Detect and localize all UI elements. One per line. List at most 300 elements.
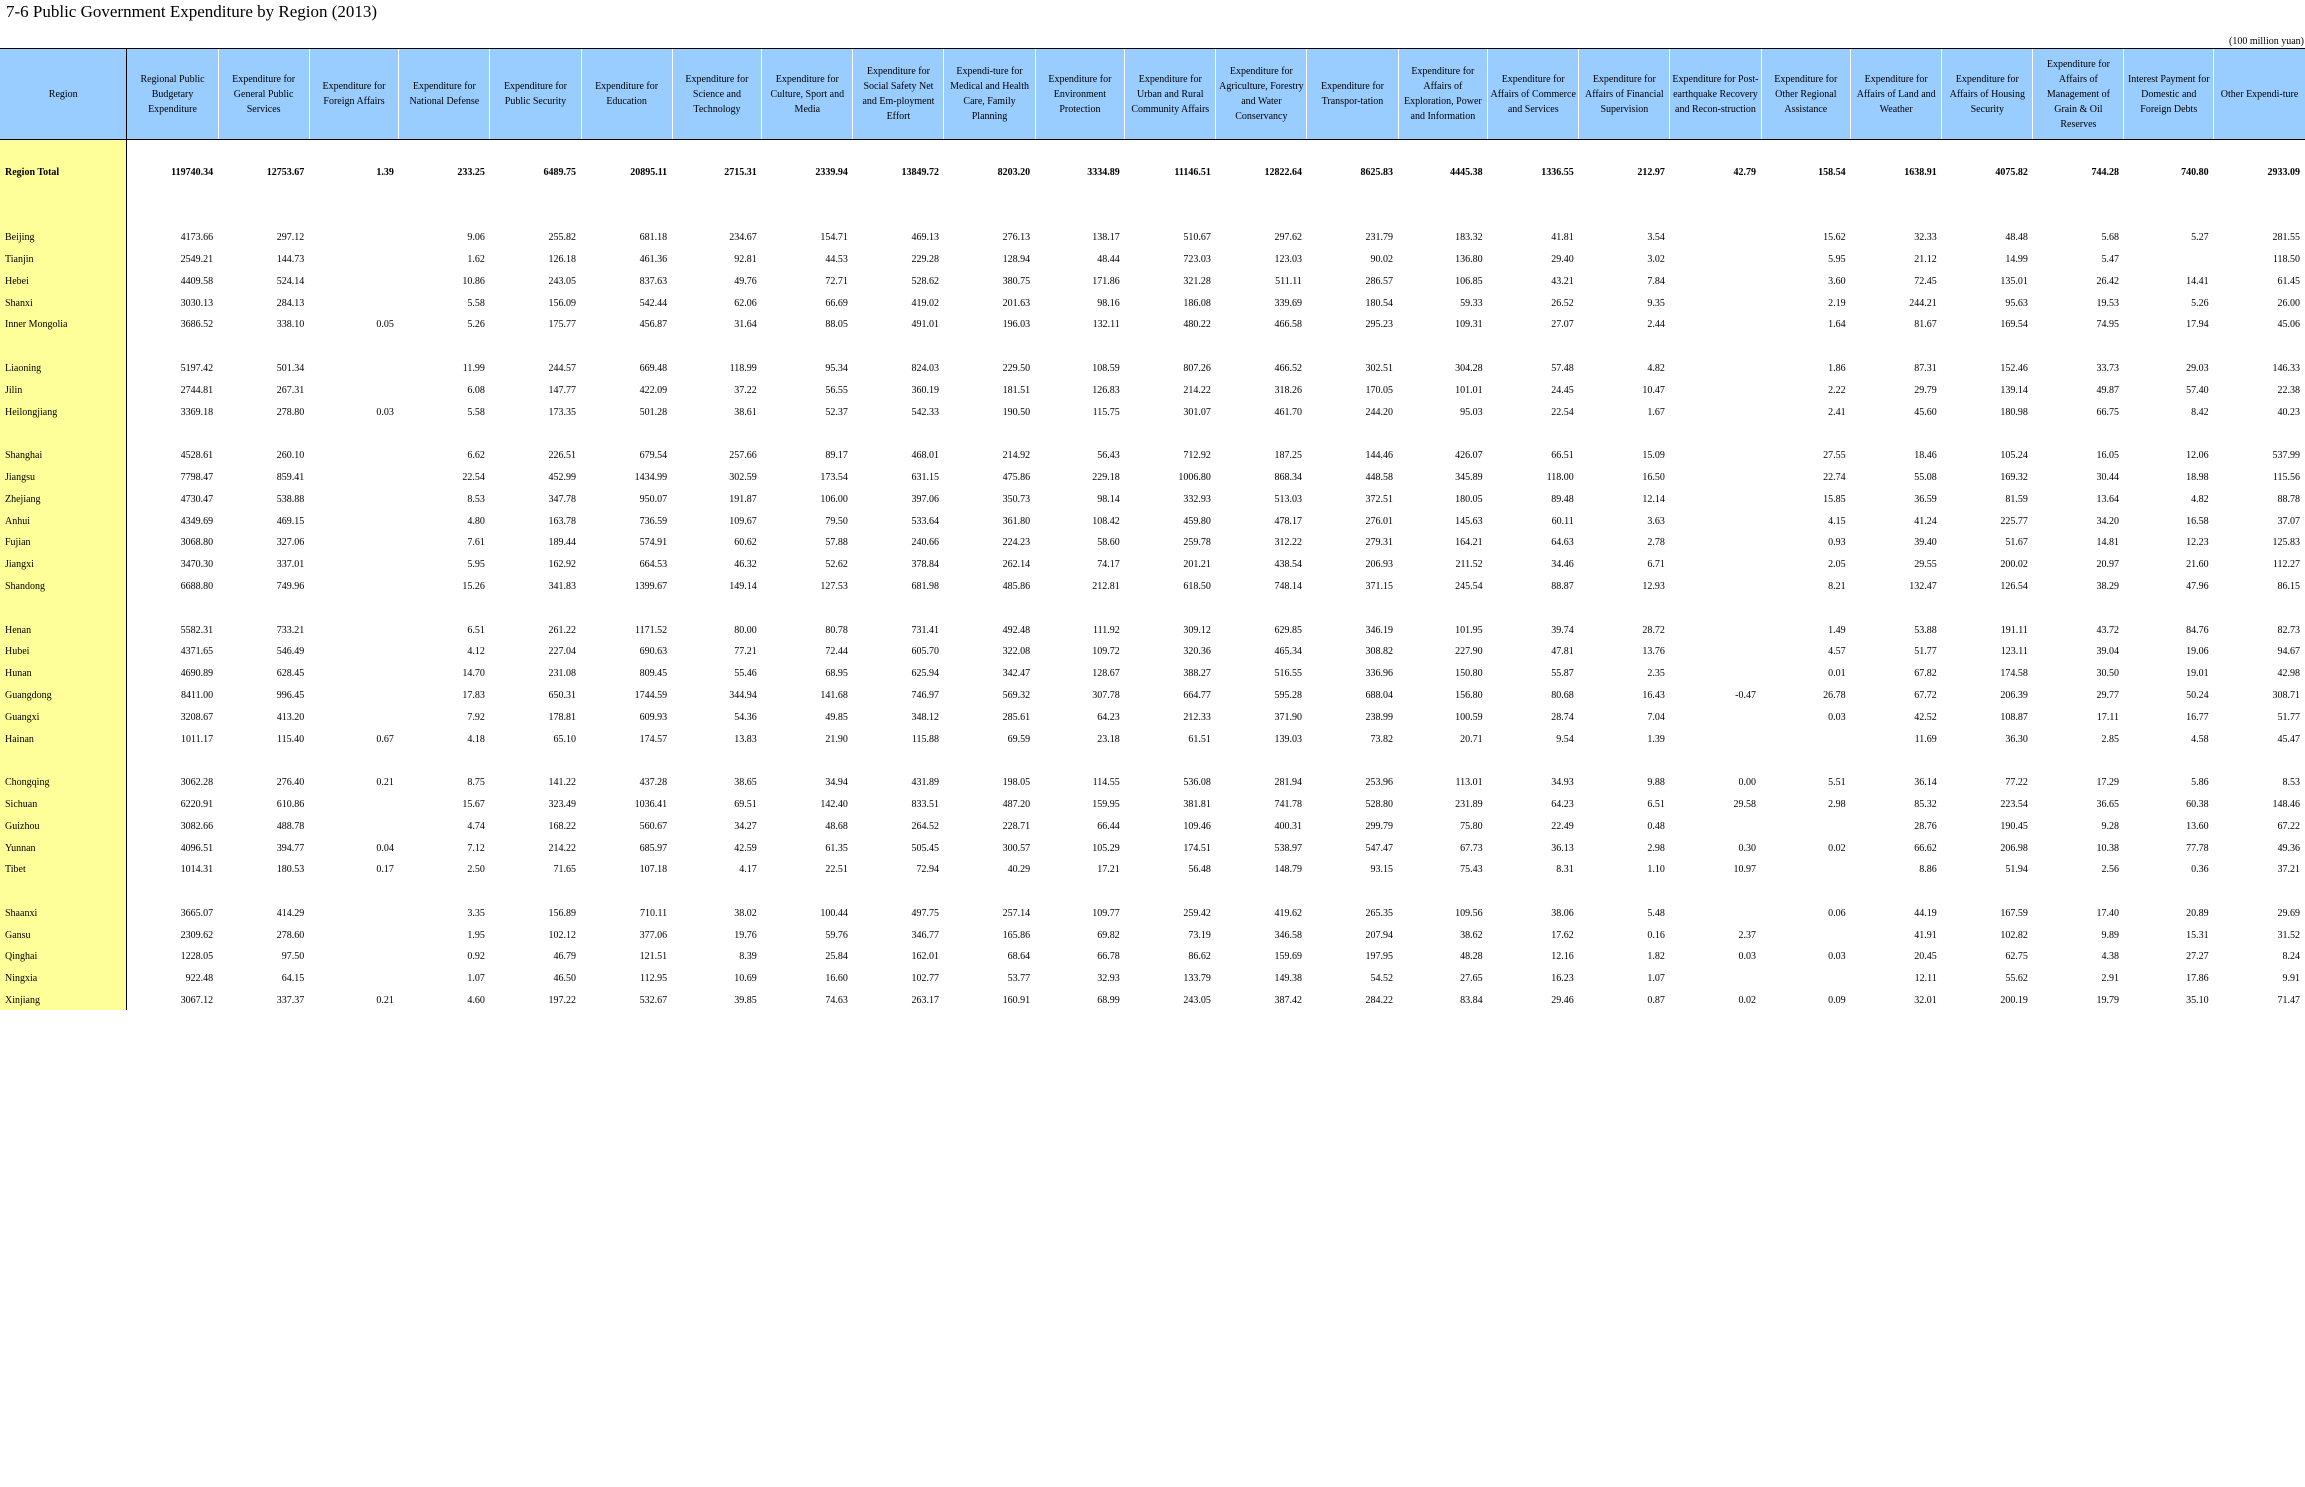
value-cell: 0.03 [1828,711,1846,723]
page-title: 7-6 Public Government Expenditure by Region (2013) [6,2,378,21]
value-cell: 109.56 [1455,907,1483,919]
value-cell: 13.83 [734,733,757,745]
value-cell: 480.22 [1183,319,1211,331]
column-header: Expenditure for Other Regional Assistance [1761,49,1851,140]
region-name-cell: Hubei [0,641,127,663]
value-cell: 372.51 [1365,493,1394,505]
value-cell: 55.62 [2005,973,2028,985]
value-cell: 0.93 [1828,537,1846,549]
value-cell: 197.22 [548,995,577,1007]
value-cell: 609.93 [639,711,668,723]
spacer-cell [1216,750,1307,772]
value-cell: 1.07 [467,973,485,985]
value-cell: 304.28 [1455,362,1483,374]
value-cell: 0.17 [376,864,394,876]
value-cell: 4.80 [467,515,485,527]
table-row [0,445,2305,467]
value-cell: 746.97 [911,689,939,701]
value-cell: 5.27 [2191,232,2209,244]
value-cell: 88.05 [825,319,848,331]
spacer-cell [309,750,399,772]
column-header: Expenditure for Post-earthquake Recovery and Recon-struction [1670,49,1761,140]
value-cell: 175.77 [548,319,577,331]
spacer-cell [1579,750,1670,772]
value-cell: 261.22 [548,624,577,636]
value-cell: 710.11 [640,907,668,919]
value-cell: 38.02 [734,907,757,919]
value-cell: 84.76 [2186,624,2209,636]
value-cell: 207.94 [1365,929,1394,941]
spacer-cell [762,750,853,772]
value-cell: 49.87 [2096,384,2119,396]
value-cell: 19.01 [2186,668,2209,680]
value-cell: 3.02 [1647,253,1665,265]
value-cell: 426.07 [1455,450,1483,462]
value-cell: 469.13 [911,232,939,244]
value-cell: 183.32 [1455,232,1483,244]
spacer-cell [944,597,1035,619]
value-cell: 38.62 [1460,929,1483,941]
value-cell: 227.04 [548,646,577,658]
value-cell: 2.50 [467,864,485,876]
value-cell: 281.55 [2272,232,2300,244]
value-cell: 186.08 [1183,297,1211,309]
value-cell: 60.11 [1551,515,1574,527]
value-cell: 67.73 [1460,842,1483,854]
value-cell: 0.03 [1738,951,1756,963]
value-cell: 180.53 [276,864,305,876]
value-cell: 25.84 [825,951,848,963]
value-cell: 0.21 [376,995,394,1007]
value-cell [309,467,399,489]
region-name-cell: Gansu [0,924,127,946]
value-cell [1761,728,1851,750]
value-cell: 93.15 [1370,864,1394,876]
value-cell: 44.53 [825,253,848,265]
value-cell: 57.88 [825,537,848,549]
value-cell: 321.28 [1183,275,1211,287]
spacer-cell [1579,597,1670,619]
spacer-cell [672,597,762,619]
value-cell: 3334.89 [1087,167,1120,178]
value-cell: 127.53 [820,580,848,592]
region-name-cell: Guizhou [0,815,127,837]
value-cell: 118.99 [729,362,757,374]
value-cell: 3665.07 [180,907,214,919]
value-cell: 39.85 [734,995,757,1007]
value-cell: 14.81 [2096,537,2119,549]
value-cell: 9.54 [1556,733,1574,745]
value-cell [1670,467,1761,489]
value-cell: 650.31 [548,689,577,701]
value-cell: 102.77 [911,973,939,985]
value-cell: 485.86 [1002,580,1031,592]
spacer-cell [1942,336,2033,358]
value-cell: 492.48 [1002,624,1031,636]
value-cell: 286.57 [1365,275,1394,287]
spacer-cell [1035,750,1125,772]
value-cell: 234.67 [729,232,757,244]
spacer-cell [1942,597,2033,619]
spacer-cell [2124,423,2214,445]
table-row [0,358,2305,380]
value-cell [1670,488,1761,510]
value-cell: 9.88 [1647,777,1665,789]
value-cell: 338.10 [276,319,305,331]
value-cell: 5.58 [467,297,485,309]
spacer-cell [127,597,218,619]
value-cell: 49.85 [825,711,848,723]
value-cell: 32.01 [1914,995,1937,1007]
region-name-cell: Ningxia [0,968,127,990]
value-cell: 5.26 [2191,297,2209,309]
value-cell: 1744.59 [634,689,668,701]
value-cell: 337.01 [276,559,305,571]
spacer-cell [1398,336,1488,358]
spacer-cell [218,597,309,619]
value-cell: 17.21 [1097,864,1120,876]
value-cell: 15.85 [1823,493,1846,505]
value-cell: 17.11 [2096,711,2119,723]
value-cell: 60.62 [734,537,757,549]
spacer-cell [2124,881,2214,903]
value-cell: 98.14 [1097,493,1120,505]
value-cell: 733.21 [276,624,305,636]
value-cell: 126.18 [548,253,577,265]
region-name-cell: Hebei [0,270,127,292]
spacer-cell [1761,205,1851,227]
value-cell: 59.76 [825,929,848,941]
value-cell [309,794,399,816]
value-cell: 56.55 [825,384,848,396]
value-cell: 227.90 [1455,646,1483,658]
value-cell: 15.26 [462,580,485,592]
spacer-cell [309,881,399,903]
value-cell: 12822.64 [1264,167,1302,178]
value-cell: 681.18 [639,232,668,244]
value-cell: 12753.67 [266,167,305,178]
value-cell: 212.97 [1637,167,1665,178]
value-cell: 731.41 [911,624,939,636]
spacer-cell [1035,336,1125,358]
value-cell: 388.27 [1183,668,1211,680]
value-cell [309,576,399,598]
value-cell: 7798.47 [180,471,214,483]
value-cell: 8.53 [2282,777,2300,789]
value-cell: 448.58 [1365,471,1394,483]
value-cell: 90.02 [1370,253,1394,265]
value-cell: 21.60 [2186,559,2209,571]
spacer-row [0,881,2305,903]
value-cell: 419.02 [911,297,939,309]
value-cell: 66.75 [2096,406,2119,418]
value-cell: 138.17 [1092,232,1120,244]
value-cell: 3.35 [467,907,485,919]
value-cell: 516.55 [1274,668,1302,680]
table-row [0,924,2305,946]
value-cell: 32.93 [1097,973,1120,985]
value-cell: 262.14 [1002,559,1031,571]
region-name-cell: Region Total [0,140,127,206]
value-cell: 422.09 [639,384,668,396]
value-cell: 15.31 [2186,929,2209,941]
spacer-cell [218,205,309,227]
value-cell: 537.99 [2272,450,2300,462]
region-name-cell: Chongqing [0,772,127,794]
value-cell: 244.21 [1909,297,1937,309]
value-cell: 20895.11 [630,167,668,178]
value-cell: 9.06 [467,232,485,244]
value-cell: 42.52 [1914,711,1937,723]
value-cell: 4.82 [2191,493,2209,505]
value-cell: 501.28 [639,406,668,418]
value-cell: 341.83 [548,580,577,592]
value-cell: 13849.72 [901,167,939,178]
value-cell: 67.82 [1914,668,1937,680]
spacer-cell [944,336,1035,358]
value-cell: 28.72 [1642,624,1665,636]
value-cell: 263.17 [911,995,939,1007]
spacer-cell [1670,205,1761,227]
value-cell: 528.62 [911,275,939,287]
value-cell: 74.95 [2096,319,2119,331]
value-cell: 100.59 [1455,711,1483,723]
value-cell: 4.15 [1828,515,1846,527]
value-cell: 3030.13 [180,297,214,309]
value-cell [309,968,399,990]
value-cell: 87.31 [1914,362,1937,374]
value-cell: 5.47 [2101,253,2119,265]
value-cell: 19.79 [2096,995,2119,1007]
value-cell: 115.56 [2272,471,2300,483]
value-cell [309,924,399,946]
value-cell: 0.06 [1828,907,1846,919]
value-cell [2124,249,2214,271]
value-cell: 14.70 [462,668,485,680]
value-cell: 1.49 [1828,624,1846,636]
spacer-cell [1851,336,1942,358]
value-cell: 102.82 [2000,929,2028,941]
value-cell: 28.74 [1551,711,1574,723]
value-cell: 126.54 [2000,580,2028,592]
value-cell: 174.58 [2000,668,2028,680]
spacer-cell [1398,597,1488,619]
table-row [0,292,2305,314]
value-cell: 16.60 [825,973,848,985]
table-row [0,859,2305,881]
value-cell: 6489.75 [543,167,577,178]
value-cell: 2.41 [1828,406,1846,418]
value-cell: 6.62 [467,450,485,462]
value-cell [1670,554,1761,576]
value-cell: 345.89 [1455,471,1483,483]
value-cell: 37.22 [734,384,757,396]
value-cell: 229.50 [1002,362,1031,374]
value-cell: 56.43 [1097,450,1120,462]
value-cell [309,488,399,510]
value-cell: 922.48 [185,973,214,985]
value-cell: 2.78 [1647,537,1665,549]
value-cell: 5.58 [467,406,485,418]
value-cell: 48.48 [2005,232,2028,244]
value-cell: 55.46 [734,668,757,680]
value-cell: 1336.55 [1541,167,1574,178]
value-cell: 688.04 [1365,689,1394,701]
table-row [0,837,2305,859]
value-cell: 4445.38 [1450,167,1483,178]
spacer-cell [2214,423,2305,445]
value-cell: 414.29 [276,907,305,919]
value-cell [309,227,399,249]
value-cell: 264.52 [911,820,939,832]
value-cell: 121.51 [639,951,668,963]
value-cell: 214.92 [1002,450,1031,462]
value-cell: 142.40 [820,798,848,810]
spacer-cell [581,750,672,772]
value-cell: 109.31 [1455,319,1483,331]
value-cell: 4096.51 [180,842,214,854]
value-cell: 0.87 [1647,995,1665,1007]
value-cell: 41.81 [1551,232,1574,244]
unit-label: (100 million yuan) [2229,36,2304,47]
value-cell: 39.04 [2096,646,2119,658]
value-cell: 67.72 [1914,689,1937,701]
value-cell: 0.48 [1647,820,1665,832]
value-cell: 284.13 [276,297,305,309]
value-cell: 191.11 [2000,624,2028,636]
value-cell: 0.67 [376,733,394,745]
value-cell: 4528.61 [180,450,214,462]
column-header: Expenditure for Environment Protection [1035,49,1125,140]
value-cell: 38.65 [734,777,757,789]
value-cell: 167.59 [2000,907,2028,919]
value-cell: 0.03 [376,406,394,418]
value-cell: 253.96 [1365,777,1394,789]
value-cell: 5.95 [467,559,485,571]
value-cell: 3068.80 [180,537,214,549]
value-cell: 859.41 [276,471,305,483]
spacer-cell [762,597,853,619]
value-cell: 64.15 [281,973,305,985]
column-header: Expenditure for Affairs of Land and Weather [1851,49,1942,140]
value-cell: 144.46 [1365,450,1394,462]
value-cell: 198.05 [1002,777,1031,789]
value-cell: 223.54 [2000,798,2028,810]
value-cell: 8.75 [467,777,485,789]
spacer-cell [1488,597,1579,619]
column-header: Expenditure for Social Safety Net and Em-ployment Effort [853,49,944,140]
value-cell [1761,968,1851,990]
spacer-row [0,750,2305,772]
value-cell: 132.11 [1092,319,1120,331]
value-cell: 461.36 [639,253,668,265]
value-cell: 43.21 [1551,275,1574,287]
value-cell: 528.80 [1365,798,1394,810]
column-header: Expenditure for Agriculture, Forestry and Water Conservancy [1216,49,1307,140]
value-cell: 6.71 [1647,559,1665,571]
value-cell: 200.19 [2000,995,2028,1007]
value-cell: 478.17 [1274,515,1302,527]
value-cell: 81.67 [1914,319,1937,331]
table-row [0,467,2305,489]
value-cell: 10.69 [734,973,757,985]
value-cell: 68.95 [825,668,848,680]
value-cell: 8.53 [467,493,485,505]
value-cell: 350.73 [1002,493,1031,505]
column-header: Expenditure for Affairs of Management of Grain & Oil Reserves [2033,49,2124,140]
value-cell: 71.65 [553,864,577,876]
spacer-cell [853,423,944,445]
value-cell: 15.67 [462,798,485,810]
spacer-cell [1125,881,1216,903]
value-cell: 542.44 [639,297,668,309]
spacer-cell [2124,750,2214,772]
value-cell: 65.10 [553,733,577,745]
value-cell: 38.61 [734,406,757,418]
value-cell: 61.45 [2277,275,2300,287]
column-header: Expenditure for Culture, Sport and Media [762,49,853,140]
value-cell [1670,510,1761,532]
value-cell: 744.28 [2091,167,2119,178]
value-cell: 4.18 [467,733,485,745]
value-cell: 0.02 [1738,995,1756,1007]
spacer-cell [1307,205,1398,227]
value-cell: 180.54 [1365,297,1394,309]
table-row [0,903,2305,925]
value-cell: 228.71 [1002,820,1031,832]
value-cell: 438.54 [1274,559,1302,571]
value-cell: 34.27 [734,820,757,832]
spacer-cell [2033,423,2124,445]
spacer-cell [1579,205,1670,227]
value-cell: 48.44 [1097,253,1120,265]
region-name-cell: Guangxi [0,706,127,728]
value-cell: 31.52 [2277,929,2300,941]
value-cell: 16.23 [1551,973,1574,985]
value-cell: 0.09 [1828,995,1846,1007]
value-cell: 6.08 [467,384,485,396]
value-cell: 524.14 [276,275,305,287]
value-cell: 152.46 [2000,362,2028,374]
value-cell: 20.71 [1460,733,1483,745]
spacer-cell [853,205,944,227]
spacer-cell [1125,423,1216,445]
value-cell: 21.90 [825,733,848,745]
spacer-cell [1670,336,1761,358]
value-cell: 159.95 [1092,798,1120,810]
spacer-cell [2124,597,2214,619]
value-cell [309,270,399,292]
table-row [0,227,2305,249]
spacer-cell [672,423,762,445]
value-cell: 17.40 [2096,907,2119,919]
value-cell: 10.86 [462,275,485,287]
value-cell: 141.68 [820,689,848,701]
value-cell: 346.77 [911,929,939,941]
value-cell: 16.50 [1642,471,1665,483]
value-cell: 20.45 [1914,951,1937,963]
value-cell: 37.07 [2277,515,2300,527]
value-cell: 206.98 [2000,842,2028,854]
column-header: Other Expendi-ture [2214,49,2305,140]
spacer-cell [490,881,581,903]
spacer-cell [1035,205,1125,227]
value-cell: 128.94 [1002,253,1031,265]
value-cell: 49.76 [734,275,757,287]
column-header: Interest Payment for Domestic and Foreign Debts [2124,49,2214,140]
table-row [0,968,2305,990]
value-cell: 20.89 [2186,907,2209,919]
